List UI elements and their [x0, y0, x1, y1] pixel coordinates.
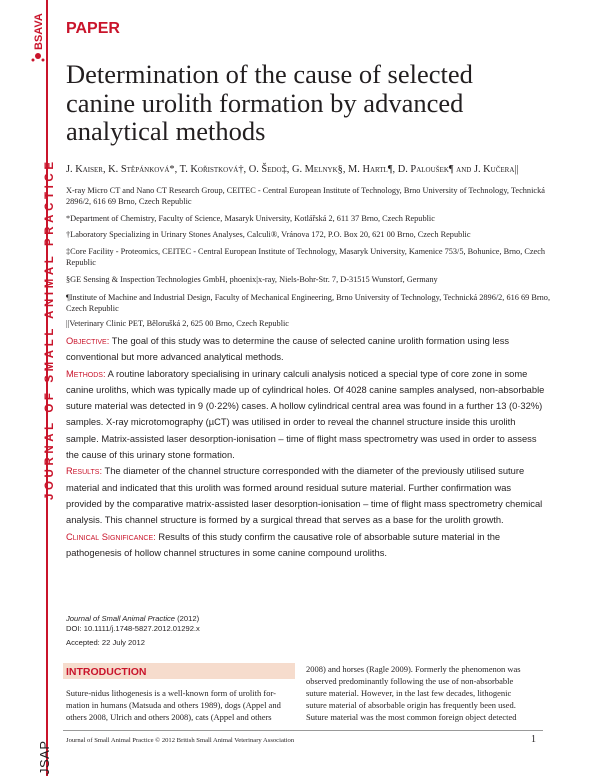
text-line: Suture material was the most common foreign object detected: [306, 712, 517, 722]
bsava-paw-icon: [32, 53, 45, 62]
title-line: canine urolith formation by advanced: [66, 87, 464, 118]
text-line: suture material of absorbable origin has frequently been used.: [306, 700, 516, 710]
article-title: [66, 60, 566, 146]
bsava-logo-text: BSAVA: [33, 13, 45, 50]
sidebar-journal-abbrev: JSAP: [37, 740, 52, 775]
objective-label: Objective:: [66, 336, 110, 346]
abstract: [66, 333, 546, 561]
publication-year: (2012): [177, 614, 200, 623]
intro-column-right: [306, 663, 544, 723]
clinical-significance-text: Results of this study confirm the causative role of absorbable suture material in the pathogenesis of hollow channel structures in some canine compound uroliths.: [66, 531, 501, 558]
affiliation: †Laboratory Specializing in Urinary Stones Analyses, Calculi®, Vránova 172, P.O. Box 20, 621 00 Brno, Czech Republic: [66, 230, 471, 239]
text-line: observed predominantly following the use of non-absorbable: [306, 676, 514, 686]
text-line: 2008) and horses (Ragle 2009). Formerly the phenomenon was: [306, 664, 521, 674]
abstract-objective: [66, 333, 546, 366]
sidebar-journal-name: JOURNAL OF SMALL ANIMAL PRACTICE: [44, 158, 56, 500]
affiliation: ||Veterinary Clinic PET, Bělorušká 2, 625 00 Brno, Czech Republic: [66, 319, 289, 328]
journal-name: Journal of Small Animal Practice: [66, 614, 176, 623]
results-label: Results:: [66, 466, 103, 477]
introduction-heading: INTRODUCTION: [66, 666, 147, 678]
author-list: J. Kaiser, K. Stěpánková*, T. Kořistková†, O. Šedo‡, G. Melnyk§, M. Hartl¶, D. Paloušek¶ and J. Kučera||: [66, 164, 519, 175]
affiliation: ¶Institute of Machine and Industrial Design, Faculty of Mechanical Engineering, Brno University of Technology, Technická 2896/2, 616 69 Brno, Czech Republic: [66, 293, 551, 314]
text-line: Suture-nidus lithogenesis is a well-known form of urolith for-: [66, 688, 276, 698]
footer-copyright: Journal of Small Animal Practice © 2012 British Small Animal Veterinary Association: [66, 737, 295, 744]
accepted-date: Accepted: 22 July 2012: [66, 638, 145, 647]
clinical-significance-label: Clinical Significance:: [66, 531, 156, 542]
abstract-results: [66, 463, 546, 528]
affiliation: §GE Sensing & Inspection Technologies GmbH, phoenix|x-ray, Niels-Bohr-Str. 7, D-31515 Wunstorf, Germany: [66, 275, 438, 284]
journal-citation: [66, 614, 199, 623]
methods-label: Methods:: [66, 368, 106, 379]
affiliation: X-ray Micro CT and Nano CT Research Group, CEITEC - Central European Institute of Technology, Brno University of Technology, Technická 2896/2, 616 69 Brno, Czech Republic: [66, 186, 545, 207]
doi[interactable]: DOI: 10.1111/j.1748-5827.2012.01292.x: [66, 624, 200, 633]
section-label: PAPER: [66, 20, 120, 37]
page-number: 1: [531, 734, 536, 745]
text-line: others 2008, Ulrich and others 2008), cats (Appel and others: [66, 712, 272, 722]
footer-rule: [63, 730, 543, 731]
intro-column-left: [66, 687, 301, 723]
objective-text: The goal of this study was to determine the cause of selected canine urolith formation using less conventional but more advanced analytical methods.: [66, 336, 510, 363]
text-line: suture material. However, in the last few decades, lithogenic: [306, 688, 512, 698]
methods-text: A routine laboratory specialising in urinary calculi analysis noticed a special type of core zone in some canine uroliths, which was typically made up of cylindrical holes. Of 4028 canine samples analysed, non-absorbable suture material was detected in 9 (0·22%) cases. A hollow cylindrical central area was found in a further 13 (0·32%) samples. X-ray microtomography (µCT) was utilised in order to reveal the channel structure inside this urolith sample. Matrix-assisted laser desorption-ionisation – time of flight mass spectrometry was used in order to assess the cause of this urinary stone formation.: [66, 368, 545, 461]
affiliation: ‡Core Facility - Proteomics, CEITEC - Central European Institute of Technology, Masaryk University, Kamenice 753/5, Bohunice, Brno, Czech Republic: [66, 247, 546, 268]
results-text: The diameter of the channel structure corresponded with the diameter of the previously utilised suture material and indicated that this urolith was formed around residual suture material. Further confirmation was provided by the comparative matrix-assisted laser desorption-ionisation – time of flight mass spectrometry chemical analysis. This channel structure is formed by a surgical thread that serves as a base for the urolith growth.: [66, 466, 543, 526]
abstract-clinical-significance: [66, 529, 546, 562]
abstract-methods: [66, 366, 546, 464]
affiliation: *Department of Chemistry, Faculty of Science, Masaryk University, Kotlářská 2, 611 37 Brno, Czech Republic: [66, 214, 435, 223]
title-line: Determination of the cause of selected: [66, 59, 473, 89]
title-line: analytical methods: [66, 116, 266, 146]
bsava-logo: [28, 6, 48, 64]
text-line: mation in humans (Matsuda and others 1989), dogs (Appel and: [66, 700, 281, 710]
